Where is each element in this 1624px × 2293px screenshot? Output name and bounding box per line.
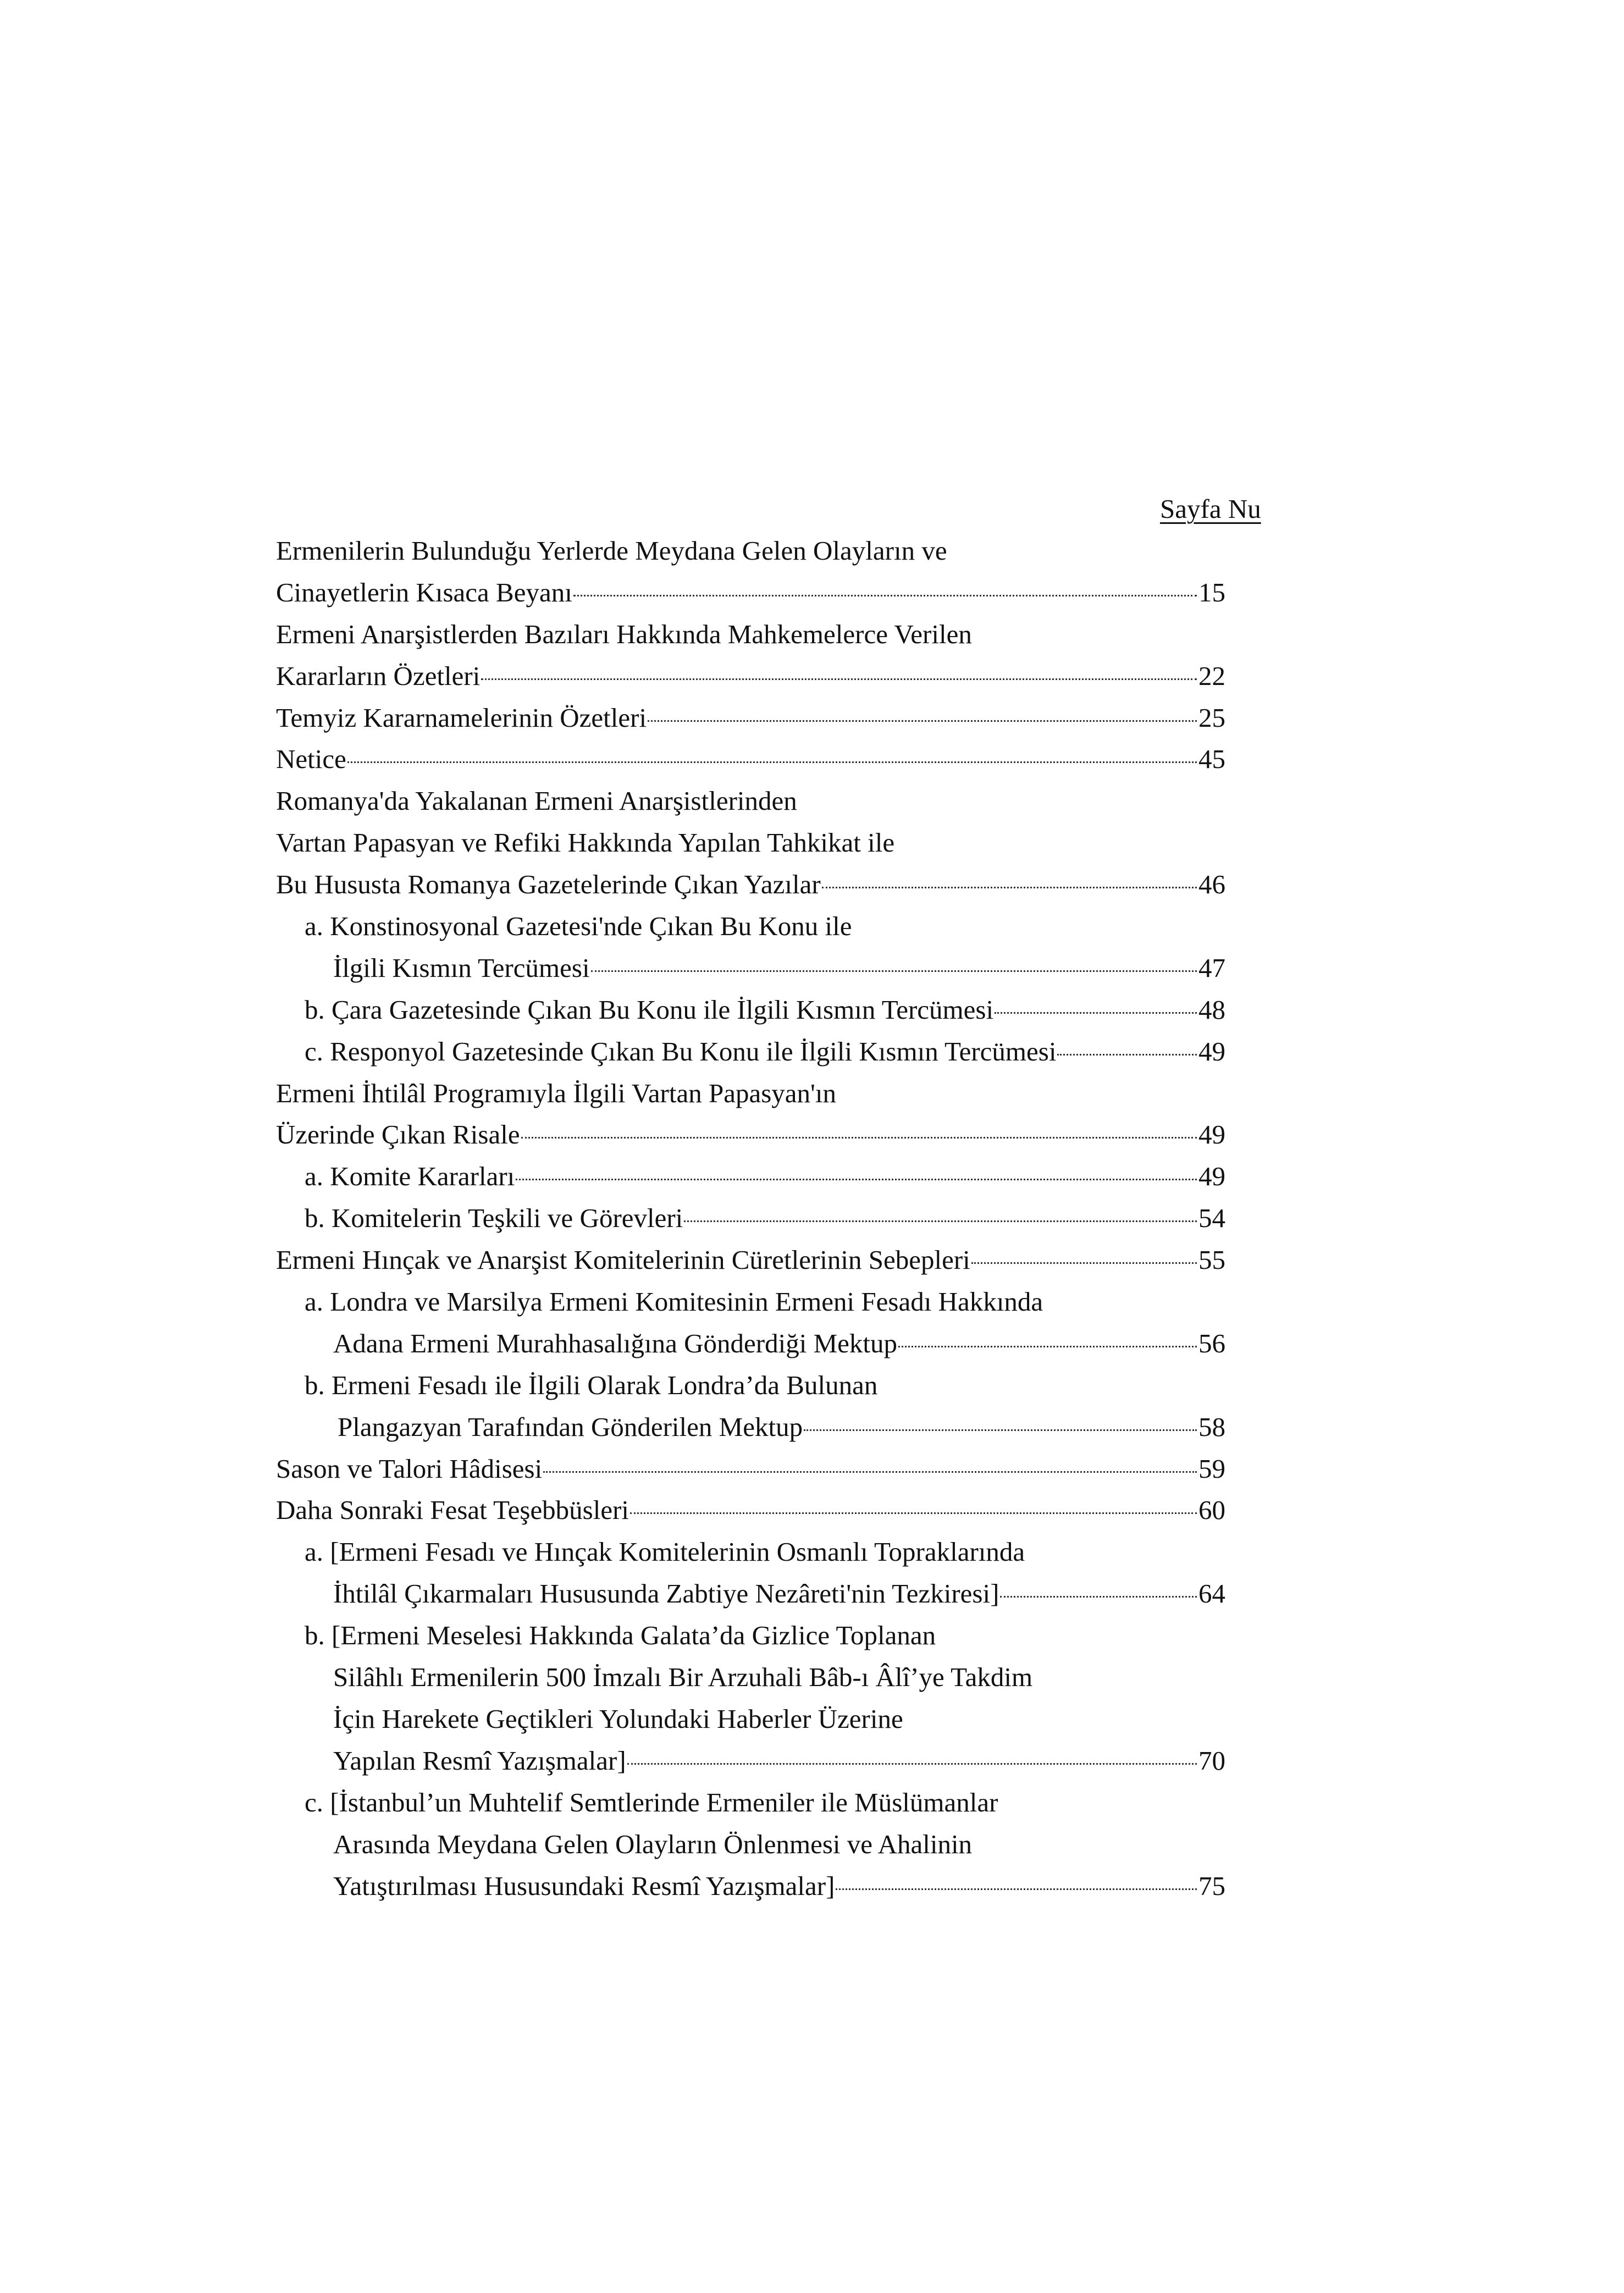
toc-subentry [276,1364,1225,1448]
dot-leader [995,1012,1197,1014]
toc-entry-last-line [276,1114,1225,1156]
toc-entry-title-line: İlgili Kısmın Tercümesi [333,952,590,983]
toc-page-number: 22 [1198,660,1225,691]
table-of-contents [276,530,1225,1907]
toc-entry-title-line: Sason ve Talori Hâdisesi [276,1453,543,1484]
toc-entry [276,530,1225,614]
page-number-header: Sayfa Nu [1160,494,1261,524]
dot-leader [684,1220,1197,1222]
toc-entry-title-line: a. Londra ve Marsilya Ermeni Komitesinin Ermeni Fesadı Hakkında [305,1286,1043,1317]
toc-entry [276,614,1225,697]
dot-leader [573,595,1197,596]
toc-entry-title-line: a. Komite Kararları [305,1161,515,1192]
toc-entry [276,1448,1225,1490]
toc-entry-last-line [276,1239,1225,1281]
dot-leader [804,1429,1197,1431]
dot-leader [898,1346,1197,1347]
dot-leader [543,1471,1197,1473]
dot-leader [836,1888,1197,1890]
toc-entry-title-line: b. Çara Gazetesinde Çıkan Bu Konu ile İlgili Kısmın Tercümesi [305,994,994,1025]
toc-entry-title-line: Kararların Özetleri [276,660,480,691]
toc-entry-title-line: Netice [276,744,346,775]
toc-subentry [276,1156,1225,1197]
toc-page-number: 55 [1198,1245,1225,1275]
toc-page-number: 49 [1198,1161,1225,1192]
toc-subentry [276,1782,1225,1907]
toc-entry-last-line [276,1448,1225,1490]
toc-entry-title-line: Adana Ermeni Murahhasalığına Gönderdiği Mektup [333,1328,898,1358]
toc-entry-title-line: Cinayetlerin Kısaca Beyanı [276,577,572,607]
toc-page-number: 46 [1198,869,1225,900]
toc-page-number: 75 [1198,1870,1225,1901]
toc-page-number: 60 [1198,1495,1225,1526]
dot-leader [591,970,1197,972]
toc-entry-title-line: Silâhlı Ermenilerin 500 İmzalı Bir Arzuhali Bâb-ı Âlî’ye Takdim [333,1662,1033,1693]
toc-page-number: 58 [1198,1411,1225,1442]
toc-entry-last-line [305,1865,1225,1907]
toc-subentry [276,1281,1225,1364]
toc-entry-title-line: c. Responyol Gazetesinde Çıkan Bu Konu ile İlgili Kısmın Tercümesi [305,1036,1057,1067]
dot-leader [347,761,1197,763]
toc-entry-title-line: Bu Hususta Romanya Gazetelerinde Çıkan Yazılar [276,869,821,900]
toc-entry-title-line: Yatıştırılması Hususundaki Resmî Yazışmalar] [333,1870,835,1901]
toc-subentry [276,905,1225,989]
toc-page-number: 70 [1198,1745,1225,1776]
toc-subentry [276,989,1225,1031]
toc-entry-title-line: Üzerinde Çıkan Risale [276,1119,520,1150]
toc-page-number: 25 [1198,702,1225,733]
toc-entry [276,1239,1225,1281]
toc-entry-title-line: Ermeni İhtilâl Programıyla İlgili Vartan Papasyan'ın [276,1078,836,1108]
dot-leader [648,720,1197,722]
toc-entry-title-line: c. [İstanbul’un Muhtelif Semtlerinde Ermeniler ile Müslümanlar [305,1787,998,1817]
toc-page-number: 45 [1198,744,1225,775]
toc-entry-title-line: Vartan Papasyan ve Refiki Hakkında Yapılan Tahkikat ile [276,827,895,858]
toc-subentry [276,1531,1225,1615]
toc-page-number: 56 [1198,1328,1225,1358]
toc-entry-title-line: Yapılan Resmî Yazışmalar] [333,1745,626,1776]
toc-entry-title-line: Ermeni Hınçak ve Anarşist Komitelerinin Cüretlerinin Sebepleri [276,1245,970,1275]
toc-entry-title-line: Ermeni Anarşistlerden Bazıları Hakkında Mahkemelerce Verilen [276,618,972,649]
toc-entry-last-line [305,1740,1225,1782]
toc-entry [276,697,1225,739]
dot-leader [521,1137,1197,1139]
toc-entry [276,780,1225,905]
dot-leader [971,1262,1197,1264]
toc-entry [276,738,1225,780]
toc-entry-last-line [276,738,1225,780]
dot-leader [516,1179,1197,1180]
toc-entry-last-line [305,1197,1225,1239]
toc-entry-title-line: Plangazyan Tarafından Gönderilen Mektup [338,1411,803,1442]
toc-entry-last-line [305,1156,1225,1197]
dot-leader [627,1763,1197,1765]
toc-entry-last-line [276,655,1225,697]
dot-leader [822,887,1197,888]
toc-entry-last-line [276,1489,1225,1531]
toc-entry-title-line: Arasında Meydana Gelen Olayların Önlenmesi ve Ahalinin [333,1828,973,1859]
toc-entry-last-line [305,1031,1225,1073]
toc-entry-title-line: Romanya'da Yakalanan Ermeni Anarşistlerinden [276,786,797,816]
toc-entry-title-line: a. [Ermeni Fesadı ve Hınçak Komitelerinin Osmanlı Topraklarında [305,1537,1025,1567]
toc-entry-title-line: a. Konstinosyonal Gazetesi'nde Çıkan Bu Konu ile [305,911,852,942]
toc-subentry [276,1031,1225,1073]
toc-subentry [276,1197,1225,1239]
toc-page-number: 48 [1198,994,1225,1025]
toc-entry-title-line: Ermenilerin Bulunduğu Yerlerde Meydana Gelen Olayların ve [276,535,947,566]
toc-page-number: 54 [1198,1203,1225,1234]
toc-entry-last-line [305,1573,1225,1615]
toc-entry-last-line [305,1406,1225,1448]
dot-leader [481,678,1197,680]
dot-leader [1000,1596,1197,1598]
toc-entry-last-line [276,572,1225,614]
toc-page-number: 49 [1198,1119,1225,1150]
toc-page-number: 47 [1198,952,1225,983]
toc-subentry [276,1615,1225,1782]
toc-entry-last-line [305,989,1225,1031]
toc-entry-title-line: İhtilâl Çıkarmaları Hususunda Zabtiye Nezâreti'nin Tezkiresi] [333,1578,999,1609]
toc-page-number: 64 [1198,1578,1225,1609]
toc-entry-last-line [305,1323,1225,1364]
toc-entry [276,1489,1225,1531]
toc-entry-title-line: b. Komitelerin Teşkili ve Görevleri [305,1203,683,1234]
toc-page-number: 15 [1198,577,1225,607]
dot-leader [630,1512,1197,1514]
toc-page-number: 49 [1198,1036,1225,1067]
toc-entry-last-line [305,947,1225,989]
toc-entry-title-line: Daha Sonraki Fesat Teşebbüsleri [276,1495,629,1526]
toc-entry-title-line: b. [Ermeni Meselesi Hakkında Galata’da Gizlice Toplanan [305,1620,936,1651]
toc-entry-title-line: Temyiz Kararnamelerinin Özetleri [276,702,647,733]
toc-entry-title-line: İçin Harekete Geçtikleri Yolundaki Haberler Üzerine [333,1703,903,1734]
dot-leader [1057,1054,1197,1056]
toc-entry-last-line [276,864,1225,905]
toc-page-number: 59 [1198,1453,1225,1484]
toc-entry-last-line [276,697,1225,739]
toc-entry [276,1073,1225,1156]
toc-entry-title-line: b. Ermeni Fesadı ile İlgili Olarak Londra’da Bulunan [305,1369,878,1400]
